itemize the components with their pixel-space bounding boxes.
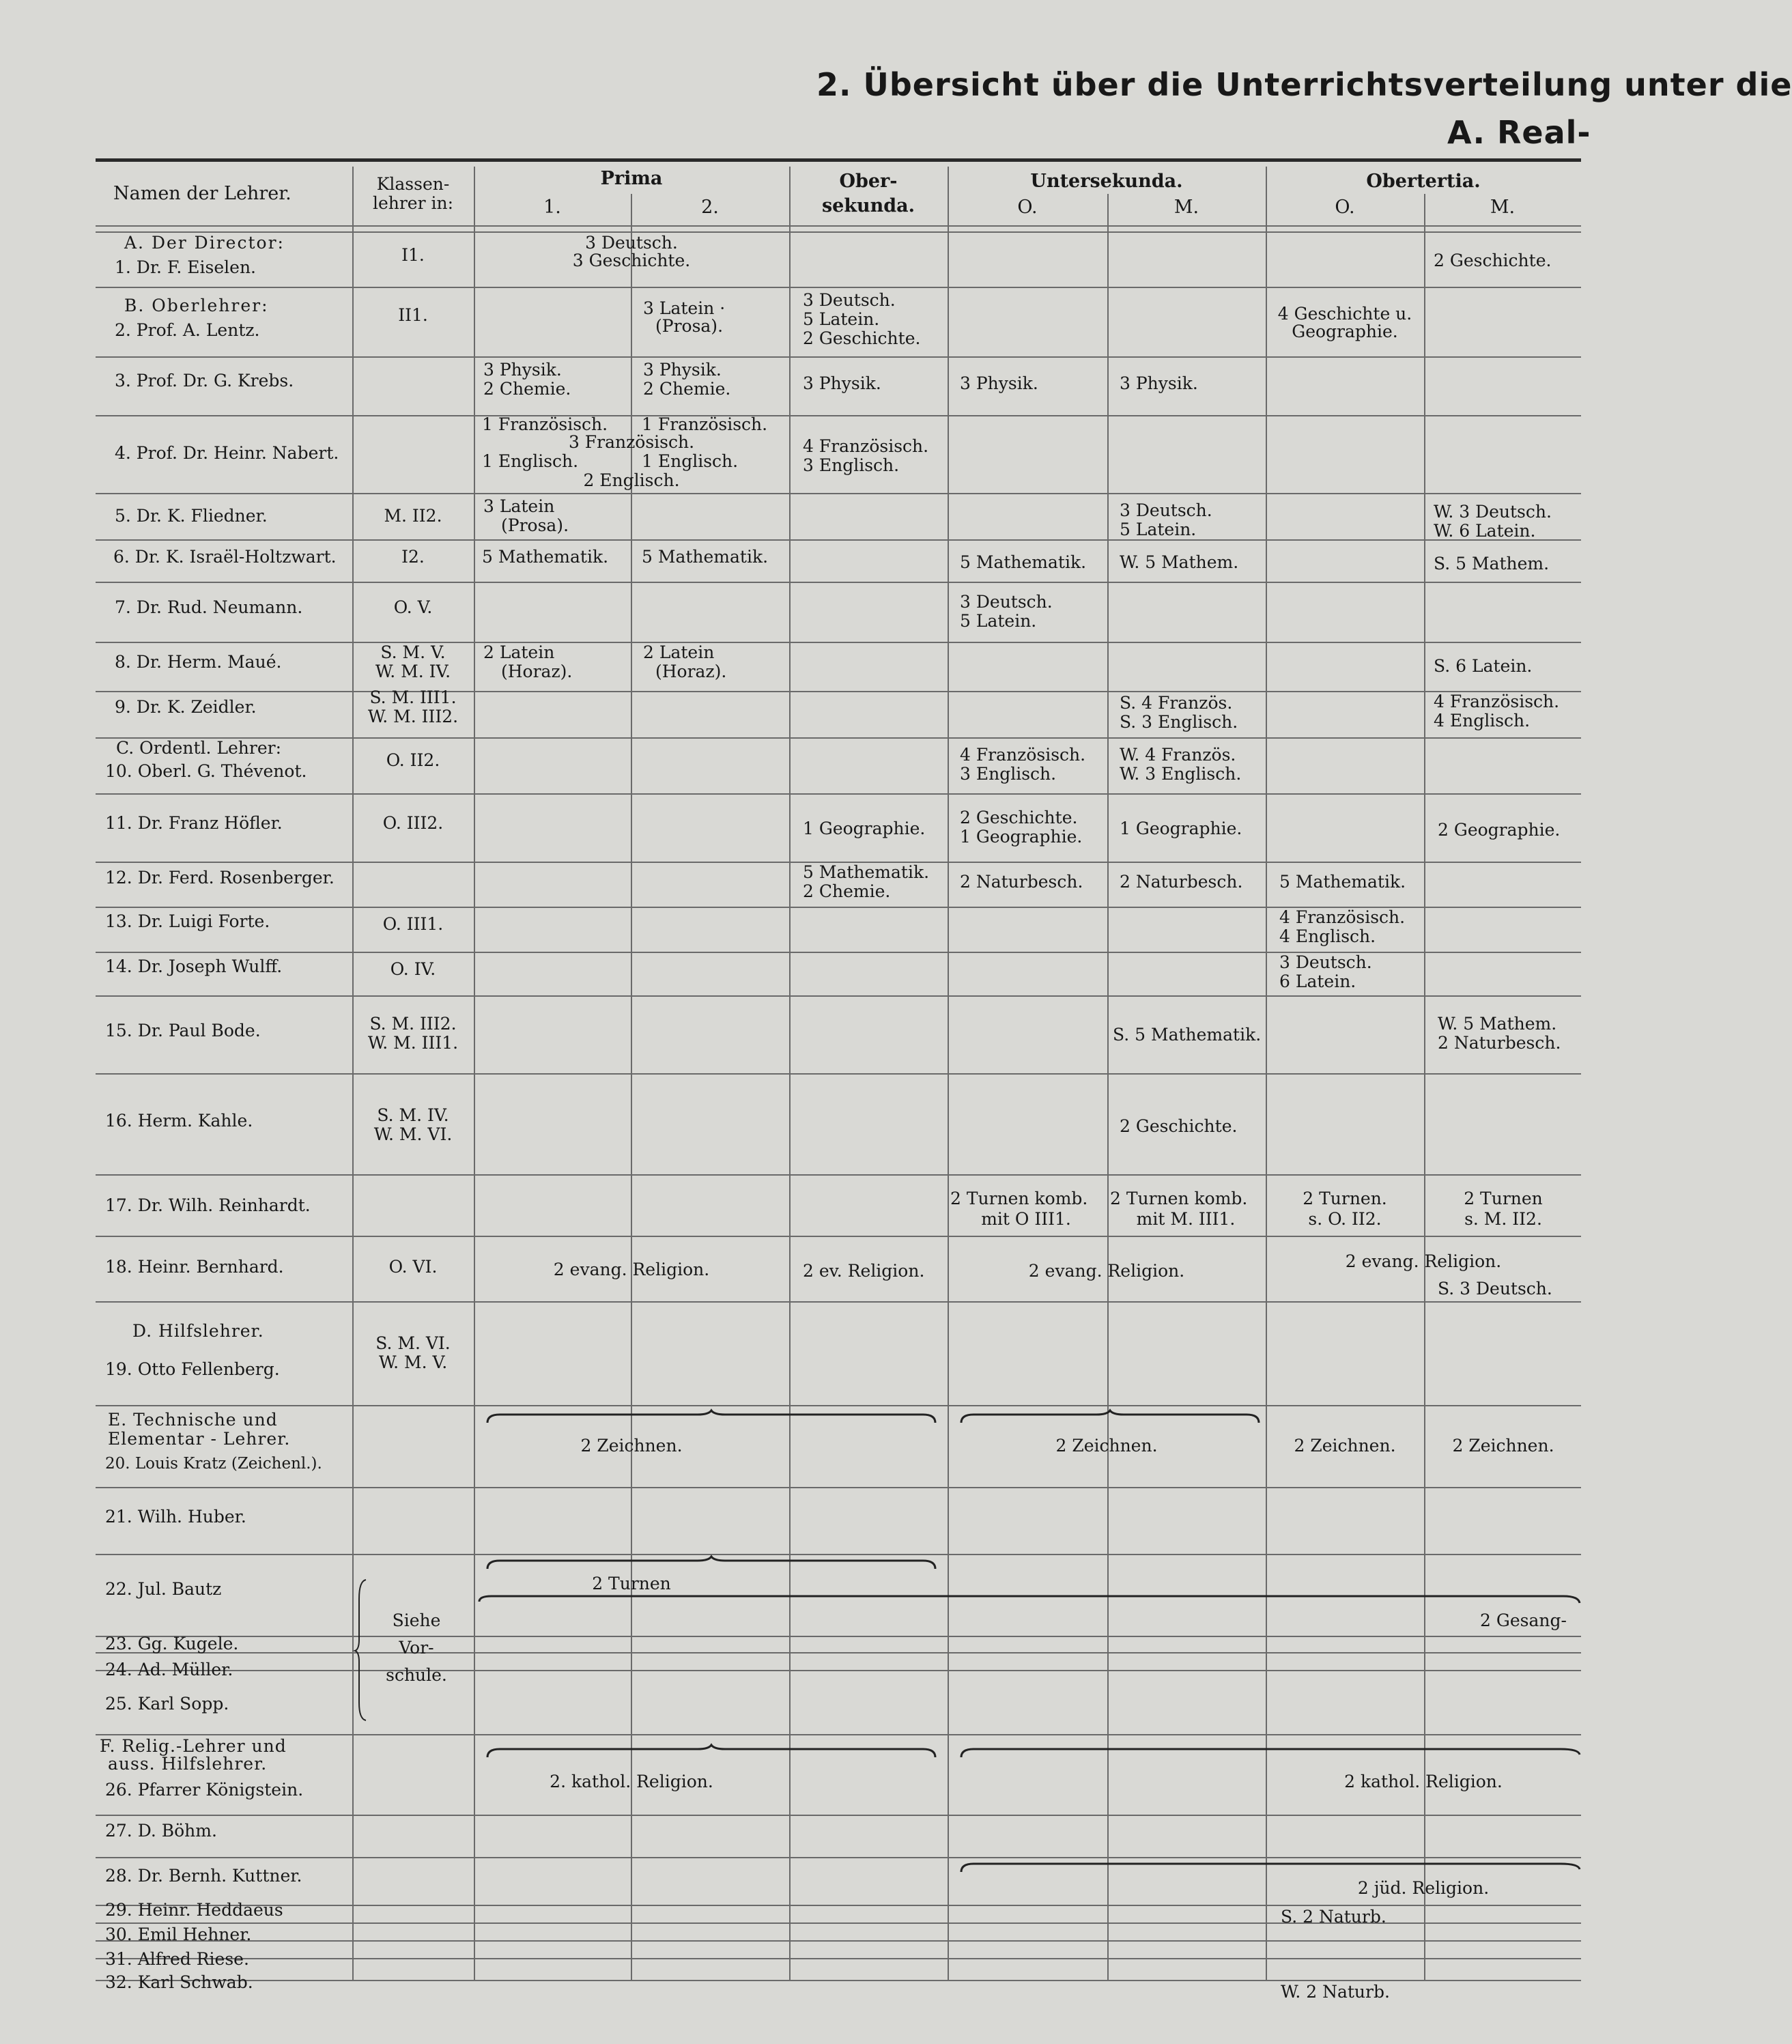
- cell: 3 Physik.: [1120, 373, 1198, 393]
- cell: 5 Mathematik.: [1279, 872, 1406, 892]
- cell: 2 kathol. Religion.: [1344, 1772, 1503, 1791]
- cell: 2 Chemie.: [803, 881, 891, 901]
- brace-prima-turnen: [486, 1555, 937, 1572]
- col-rule-ot-mid: [1424, 194, 1425, 1980]
- cell: 3 Französisch.: [568, 432, 695, 452]
- cell: 3 Geschichte.: [572, 251, 691, 270]
- klassen-cell: S. M. III1.: [369, 687, 457, 707]
- teacher-name: 26. Pfarrer Königstein.: [105, 1780, 304, 1800]
- brace-gesang: [478, 1591, 1584, 1607]
- row-rule: [96, 1652, 1581, 1653]
- cell: 1 Geographie.: [1120, 819, 1242, 838]
- cell: W. 4 Französ.: [1120, 745, 1236, 765]
- header-obersekunda-2: sekunda.: [821, 195, 915, 216]
- teacher-name: 21. Wilh. Huber.: [105, 1507, 246, 1527]
- teacher-name: 10. Oberl. G. Thévenot.: [105, 761, 307, 781]
- cell: W. 3 Englisch.: [1120, 764, 1242, 784]
- cell: S. 2 Naturb.: [1281, 1907, 1386, 1927]
- cell: 4 Geschichte u.: [1277, 304, 1412, 324]
- cell: 2 Naturbesch.: [1438, 1033, 1561, 1053]
- cell: (Prosa).: [501, 515, 569, 535]
- teacher-name: 17. Dr. Wilh. Reinhardt.: [105, 1195, 311, 1215]
- cell: 2 Turnen: [1464, 1189, 1543, 1208]
- cell: 2 evang. Religion.: [1345, 1251, 1502, 1271]
- cell: s. M. II2.: [1464, 1209, 1542, 1229]
- cell: S. 3 Deutsch.: [1438, 1279, 1552, 1298]
- klassen-cell: W. M. III1.: [367, 1033, 459, 1053]
- vorschule-brace: [355, 1578, 371, 1722]
- header-obertertia-m: M.: [1490, 197, 1516, 218]
- klassen-cell: II1.: [398, 305, 428, 325]
- klassen-cell: Siehe: [392, 1610, 441, 1630]
- teacher-name: 30. Emil Hehner.: [105, 1925, 252, 1944]
- teacher-name: 28. Dr. Bernh. Kuttner.: [105, 1866, 302, 1886]
- teacher-name: 9. Dr. K. Zeidler.: [115, 697, 257, 717]
- row-rule: [96, 493, 1581, 494]
- cell: S. 4 Französ.: [1120, 693, 1233, 713]
- cell: 3 Latein ·: [643, 298, 726, 318]
- cell: 2 jüd. Religion.: [1357, 1878, 1490, 1898]
- header-untersekunda-m: M.: [1174, 197, 1199, 218]
- row-rule: [96, 1980, 1581, 1981]
- group-label: auss. Hilfslehrer.: [108, 1754, 268, 1774]
- teacher-name: 6. Dr. K. Israël-Holtzwart.: [113, 547, 337, 567]
- teacher-name: 5. Dr. K. Fliedner.: [115, 506, 268, 526]
- brace-ot-kathol: [960, 1744, 1581, 1760]
- cell: 1 Geographie.: [960, 827, 1083, 847]
- cell: 3 Englisch.: [803, 455, 900, 475]
- klassen-cell: O. VI.: [388, 1257, 438, 1277]
- klassen-cell: W. M. V.: [378, 1352, 448, 1372]
- cell: 2 Geographie.: [1438, 820, 1561, 840]
- klassen-cell: S. M. III2.: [369, 1014, 457, 1034]
- cell: S. 6 Latein.: [1434, 656, 1533, 676]
- klassen-cell: I1.: [401, 245, 425, 265]
- row-rule: [96, 1734, 1581, 1735]
- row-rule: [96, 793, 1581, 795]
- cell: 3 Physik.: [643, 360, 722, 380]
- teacher-name: 20. Louis Kratz (Zeichenl.).: [105, 1455, 322, 1473]
- col-rule-obertertia: [1266, 167, 1267, 1980]
- col-rule-prima-mid: [631, 194, 632, 1980]
- teacher-name: 24. Ad. Müller.: [105, 1660, 233, 1679]
- cell: S. 3 Englisch.: [1120, 712, 1238, 732]
- cell: 2 Turnen: [592, 1574, 671, 1593]
- cell: 1 Englisch.: [642, 451, 739, 471]
- row-rule: [96, 1815, 1581, 1816]
- cell: 3 Physik.: [803, 373, 881, 393]
- teacher-name: 19. Otto Fellenberg.: [105, 1359, 280, 1379]
- cell: 2 Naturbesch.: [960, 872, 1083, 892]
- klassen-cell: M. II2.: [384, 506, 442, 526]
- header-prima-2: 2.: [701, 197, 719, 218]
- cell: 1 Geographie.: [803, 819, 926, 838]
- cell: 2. kathol. Religion.: [550, 1772, 713, 1791]
- cell: 2 evang. Religion.: [1028, 1261, 1185, 1281]
- klassen-cell: schule.: [386, 1665, 447, 1685]
- cell: S. 5 Mathematik.: [1113, 1025, 1262, 1045]
- teacher-name: 32. Karl Schwab.: [105, 1972, 253, 1992]
- header-klassen-2: lehrer in:: [372, 193, 454, 213]
- cell: 2 Turnen komb.: [1110, 1189, 1248, 1208]
- teacher-name: 3. Prof. Dr. G. Krebs.: [115, 371, 294, 391]
- cell: 2 Zeichnen.: [1452, 1436, 1554, 1456]
- cell: 2 Turnen komb.: [950, 1189, 1088, 1208]
- teacher-name: 18. Heinr. Bernhard.: [105, 1257, 284, 1277]
- row-rule: [96, 1236, 1581, 1237]
- row-rule: [96, 582, 1581, 583]
- teacher-name: 29. Heinr. Heddaeus: [105, 1900, 283, 1920]
- cell: 4 Französisch.: [803, 436, 929, 456]
- cell: 1 Französisch.: [642, 414, 768, 434]
- row-rule: [96, 642, 1581, 643]
- cell: 5 Mathematik.: [803, 862, 930, 882]
- teacher-name: 22. Jul. Bautz: [105, 1579, 222, 1599]
- cell: 2 Zeichnen.: [580, 1436, 683, 1456]
- cell: 2 Latein: [483, 642, 555, 662]
- cell: 3 Deutsch.: [1120, 500, 1212, 520]
- header-klassen-1: Klassen-: [376, 174, 450, 194]
- row-rule: [96, 1405, 1581, 1406]
- cell: 3 Latein: [483, 496, 555, 516]
- row-rule: [96, 1073, 1581, 1075]
- klassen-cell: O. V.: [393, 597, 433, 617]
- teacher-name: 8. Dr. Herm. Maué.: [115, 652, 282, 672]
- cell: 3 Deutsch.: [960, 592, 1053, 612]
- header-prima-1: 1.: [543, 197, 561, 218]
- cell: 5 Mathematik.: [642, 547, 769, 567]
- group-label: D. Hilfslehrer.: [132, 1321, 264, 1341]
- cell: 2 Gesang-: [1480, 1610, 1567, 1630]
- cell: 6 Latein.: [1279, 971, 1356, 991]
- cell: 2 Geschichte.: [1434, 251, 1552, 270]
- cell: 2 Turnen.: [1303, 1189, 1387, 1208]
- row-rule: [96, 1487, 1581, 1488]
- group-label: B. Oberlehrer:: [124, 296, 269, 315]
- page-subtitle: A. Real-: [1447, 114, 1591, 151]
- cell: 3 Deutsch.: [585, 233, 678, 253]
- cell: 2 ev. Religion.: [803, 1261, 925, 1281]
- klassen-cell: W. M. IV.: [375, 662, 451, 681]
- row-rule: [96, 415, 1581, 416]
- cell: 5 Latein.: [1120, 520, 1197, 539]
- row-rule: [96, 287, 1581, 288]
- header-obertertia-o: O.: [1335, 197, 1355, 218]
- cell: s. O. II2.: [1308, 1209, 1382, 1229]
- cell: (Horaz).: [501, 662, 573, 681]
- brace-unter-zeichnen: [960, 1409, 1260, 1425]
- row-rule: [96, 1905, 1581, 1906]
- teacher-name: 15. Dr. Paul Bode.: [105, 1021, 261, 1040]
- teacher-name: 25. Karl Sopp.: [105, 1694, 229, 1714]
- header-prima: Prima: [600, 168, 663, 189]
- row-rule: [96, 691, 1581, 692]
- teacher-name: 4. Prof. Dr. Heinr. Nabert.: [115, 443, 339, 463]
- row-rule: [96, 1174, 1581, 1176]
- cell: S. 5 Mathem.: [1434, 554, 1550, 573]
- cell: 5 Mathematik.: [960, 552, 1087, 572]
- cell: 4 Französisch.: [1434, 692, 1560, 711]
- header-untersekunda: Untersekunda.: [1030, 171, 1183, 192]
- row-rule: [96, 1670, 1581, 1671]
- header-untersekunda-o: O.: [1017, 197, 1038, 218]
- cell: 2 Geschichte.: [960, 808, 1078, 827]
- cell: W. 2 Naturb.: [1281, 1982, 1390, 2002]
- cell: 2 evang. Religion.: [553, 1260, 710, 1279]
- teacher-name: 1. Dr. F. Eiselen.: [115, 257, 256, 277]
- teacher-name: 27. D. Böhm.: [105, 1821, 217, 1841]
- row-rule: [96, 539, 1581, 541]
- cell: 3 Physik.: [960, 373, 1038, 393]
- group-label: C. Ordentl. Lehrer:: [116, 738, 282, 758]
- header-obersekunda-1: Ober-: [839, 171, 898, 192]
- group-label: Elementar - Lehrer.: [108, 1429, 291, 1449]
- header-obertertia: Obertertia.: [1366, 171, 1481, 192]
- header-bottom-rule-2: [96, 231, 1581, 233]
- cell: 2 Latein: [643, 642, 715, 662]
- teacher-name: 11. Dr. Franz Höfler.: [105, 813, 283, 833]
- cell: 3 Deutsch.: [803, 290, 896, 310]
- header-bottom-rule: [96, 225, 1581, 227]
- table-top-rule: [96, 158, 1581, 162]
- col-rule-obersekunda: [789, 167, 791, 1980]
- group-label: A. Der Director:: [124, 233, 285, 253]
- row-rule: [96, 1958, 1581, 1959]
- teacher-name: 2. Prof. A. Lentz.: [115, 320, 260, 340]
- klassen-cell: I2.: [401, 547, 425, 567]
- row-rule: [96, 737, 1581, 739]
- teacher-name: 16. Herm. Kahle.: [105, 1111, 253, 1131]
- cell: 1 Französisch.: [482, 414, 608, 434]
- col-rule-untersekunda: [948, 167, 949, 1980]
- klassen-cell: O. IV.: [390, 959, 436, 979]
- cell: 4 Englisch.: [1279, 926, 1376, 946]
- klassen-cell: W. M. III2.: [367, 707, 459, 726]
- cell: (Horaz).: [655, 662, 727, 681]
- cell: mit M. III1.: [1136, 1209, 1236, 1229]
- klassen-cell: S. M. V.: [380, 642, 446, 662]
- cell: 5 Latein.: [960, 611, 1037, 631]
- klassen-cell: O. II2.: [386, 750, 440, 770]
- klassen-cell: O. III2.: [382, 813, 444, 833]
- row-rule: [96, 1940, 1581, 1942]
- cell: 5 Mathematik.: [482, 547, 609, 567]
- group-label: F. Relig.-Lehrer und: [100, 1736, 287, 1756]
- brace-prima-zeichnen: [486, 1409, 937, 1425]
- teacher-name: 12. Dr. Ferd. Rosenberger.: [105, 868, 335, 888]
- cell: 4 Französisch.: [1279, 907, 1406, 927]
- cell: 2 Zeichnen.: [1055, 1436, 1158, 1456]
- cell: 2 Geschichte.: [1120, 1116, 1238, 1136]
- cell: 5 Latein.: [803, 309, 880, 329]
- group-label: E. Technische und: [108, 1410, 278, 1430]
- cell: 2 Chemie.: [643, 379, 731, 399]
- cell: 2 Englisch.: [583, 470, 680, 490]
- teacher-name: 31. Alfred Riese.: [105, 1949, 249, 1969]
- cell: Geographie.: [1292, 322, 1398, 341]
- cell: 2 Chemie.: [483, 379, 571, 399]
- cell: 2 Geschichte.: [803, 328, 921, 348]
- row-rule: [96, 1301, 1581, 1303]
- cell: W. 6 Latein.: [1434, 521, 1536, 541]
- header-names: Namen der Lehrer.: [113, 183, 291, 204]
- cell: mit O III1.: [981, 1209, 1071, 1229]
- cell: W. 3 Deutsch.: [1434, 502, 1552, 522]
- row-rule: [96, 995, 1581, 997]
- brace-prima-kathol: [486, 1744, 937, 1760]
- col-rule-unter-mid: [1107, 194, 1109, 1980]
- cell: 4 Französisch.: [960, 745, 1086, 765]
- cell: 2 Zeichnen.: [1294, 1436, 1396, 1456]
- cell: W. 5 Mathem.: [1438, 1014, 1557, 1034]
- cell: W. 5 Mathem.: [1120, 552, 1239, 572]
- cell: 2 Naturbesch.: [1120, 872, 1243, 892]
- klassen-cell: Vor-: [399, 1638, 434, 1658]
- cell: 1 Englisch.: [482, 451, 579, 471]
- row-rule: [96, 1636, 1581, 1637]
- row-rule: [96, 356, 1581, 358]
- col-rule-klassen: [352, 167, 354, 1980]
- cell: 3 Deutsch.: [1279, 952, 1372, 972]
- cell: 4 Englisch.: [1434, 711, 1531, 730]
- teacher-name: 14. Dr. Joseph Wulff.: [105, 956, 283, 976]
- teacher-name: 7. Dr. Rud. Neumann.: [115, 597, 303, 617]
- teacher-name: 13. Dr. Luigi Forte.: [105, 911, 270, 931]
- brace-ot-juedisch: [960, 1858, 1581, 1875]
- teacher-name: 23. Gg. Kugele.: [105, 1634, 239, 1653]
- klassen-cell: W. M. VI.: [373, 1124, 453, 1144]
- klassen-cell: S. M. VI.: [375, 1333, 451, 1353]
- cell: (Prosa).: [655, 316, 724, 336]
- klassen-cell: S. M. IV.: [377, 1105, 449, 1125]
- cell: 3 Englisch.: [960, 764, 1057, 784]
- klassen-cell: O. III1.: [382, 914, 444, 934]
- page-title: 2. Übersicht über die Unterrichtsverteilung unter die: [816, 66, 1792, 103]
- cell: 3 Physik.: [483, 360, 562, 380]
